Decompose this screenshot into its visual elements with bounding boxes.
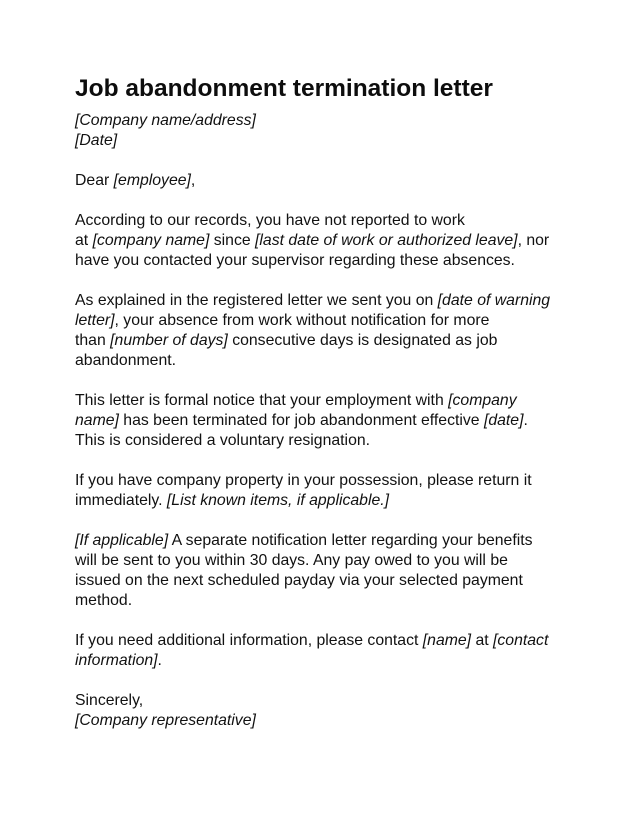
salutation-suffix: , [190, 172, 196, 189]
paragraph-formal-notice [75, 391, 575, 451]
text-segment: at [471, 632, 494, 649]
number-of-days-placeholder: [number of days] [110, 332, 228, 349]
text-segment: As explained in the registered letter we sent you on [75, 292, 438, 309]
page-title: Job abandonment termination letter [75, 75, 493, 102]
company-name-address: [Company name/address] [75, 112, 256, 129]
letter-date: [Date] [75, 132, 118, 149]
paragraph-line [75, 291, 575, 311]
paragraph-line: will be sent to you within 30 days. Any pay owed to you will be [75, 552, 508, 569]
text-segment: . [157, 652, 162, 669]
paragraph-line [75, 491, 575, 511]
effective-date-placeholder: [date] [483, 412, 524, 429]
paragraph-line: issued on the next scheduled payday via your selected payment [75, 572, 523, 589]
paragraph-registered-letter [75, 291, 575, 371]
warning-date-placeholder-cont: letter] [75, 312, 115, 329]
paragraph-line: abandonment. [75, 352, 177, 369]
paragraph-records [75, 211, 575, 271]
text-segment: If you need additional information, please contact [75, 632, 423, 649]
text-segment: since [209, 232, 256, 249]
if-applicable-placeholder: [If applicable] [75, 532, 169, 549]
paragraph-line: According to our records, you have not reported to work [75, 212, 465, 229]
paragraph-line: method. [75, 592, 133, 609]
last-date-placeholder: [last date of work or authorized leave] [255, 232, 518, 249]
paragraph-line [75, 391, 575, 411]
paragraph-line: If you have company property in your possession, please return it [75, 472, 532, 489]
company-name-placeholder: [company name] [92, 232, 210, 249]
paragraph-company-property [75, 471, 575, 511]
paragraph-line [75, 411, 575, 431]
employee-placeholder: [employee] [113, 172, 191, 189]
known-items-placeholder: [List known items, if applicable.] [166, 492, 390, 509]
name-placeholder: [name] [422, 632, 472, 649]
text-segment: than [75, 332, 111, 349]
company-placeholder: [company [448, 392, 517, 409]
company-placeholder-cont: name] [75, 412, 119, 429]
paragraph-line [75, 631, 575, 651]
text-segment: immediately. [75, 492, 167, 509]
company-representative: [Company representative] [75, 712, 256, 729]
text-segment: consecutive days is designated as job [227, 332, 498, 349]
text-segment: , nor [517, 232, 550, 249]
text-segment: This letter is formal notice that your employment with [75, 392, 449, 409]
paragraph-line [75, 331, 575, 351]
paragraph-line [75, 531, 575, 551]
salutation [75, 171, 575, 191]
paragraph-line [75, 651, 575, 671]
paragraph-line: This is considered a voluntary resignation. [75, 432, 371, 449]
paragraph-line [75, 311, 575, 331]
text-segment: at [75, 232, 93, 249]
paragraph-line [75, 231, 575, 251]
closing-sincerely: Sincerely, [75, 692, 144, 709]
paragraph-line: have you contacted your supervisor regarding these absences. [75, 252, 515, 269]
text-segment: . [523, 412, 528, 429]
warning-date-placeholder: [date of warning [437, 292, 551, 309]
contact-placeholder: [contact [493, 632, 549, 649]
paragraph-benefits [75, 531, 575, 611]
paragraph-contact [75, 631, 575, 671]
text-segment: A separate notification letter regarding your benefits [168, 532, 533, 549]
text-segment: has been terminated for job abandonment effective [118, 412, 484, 429]
letter-body [75, 111, 575, 731]
salutation-prefix: Dear [75, 172, 114, 189]
contact-placeholder-cont: information] [75, 652, 158, 669]
text-segment: , your absence from work without notification for more [114, 312, 490, 329]
